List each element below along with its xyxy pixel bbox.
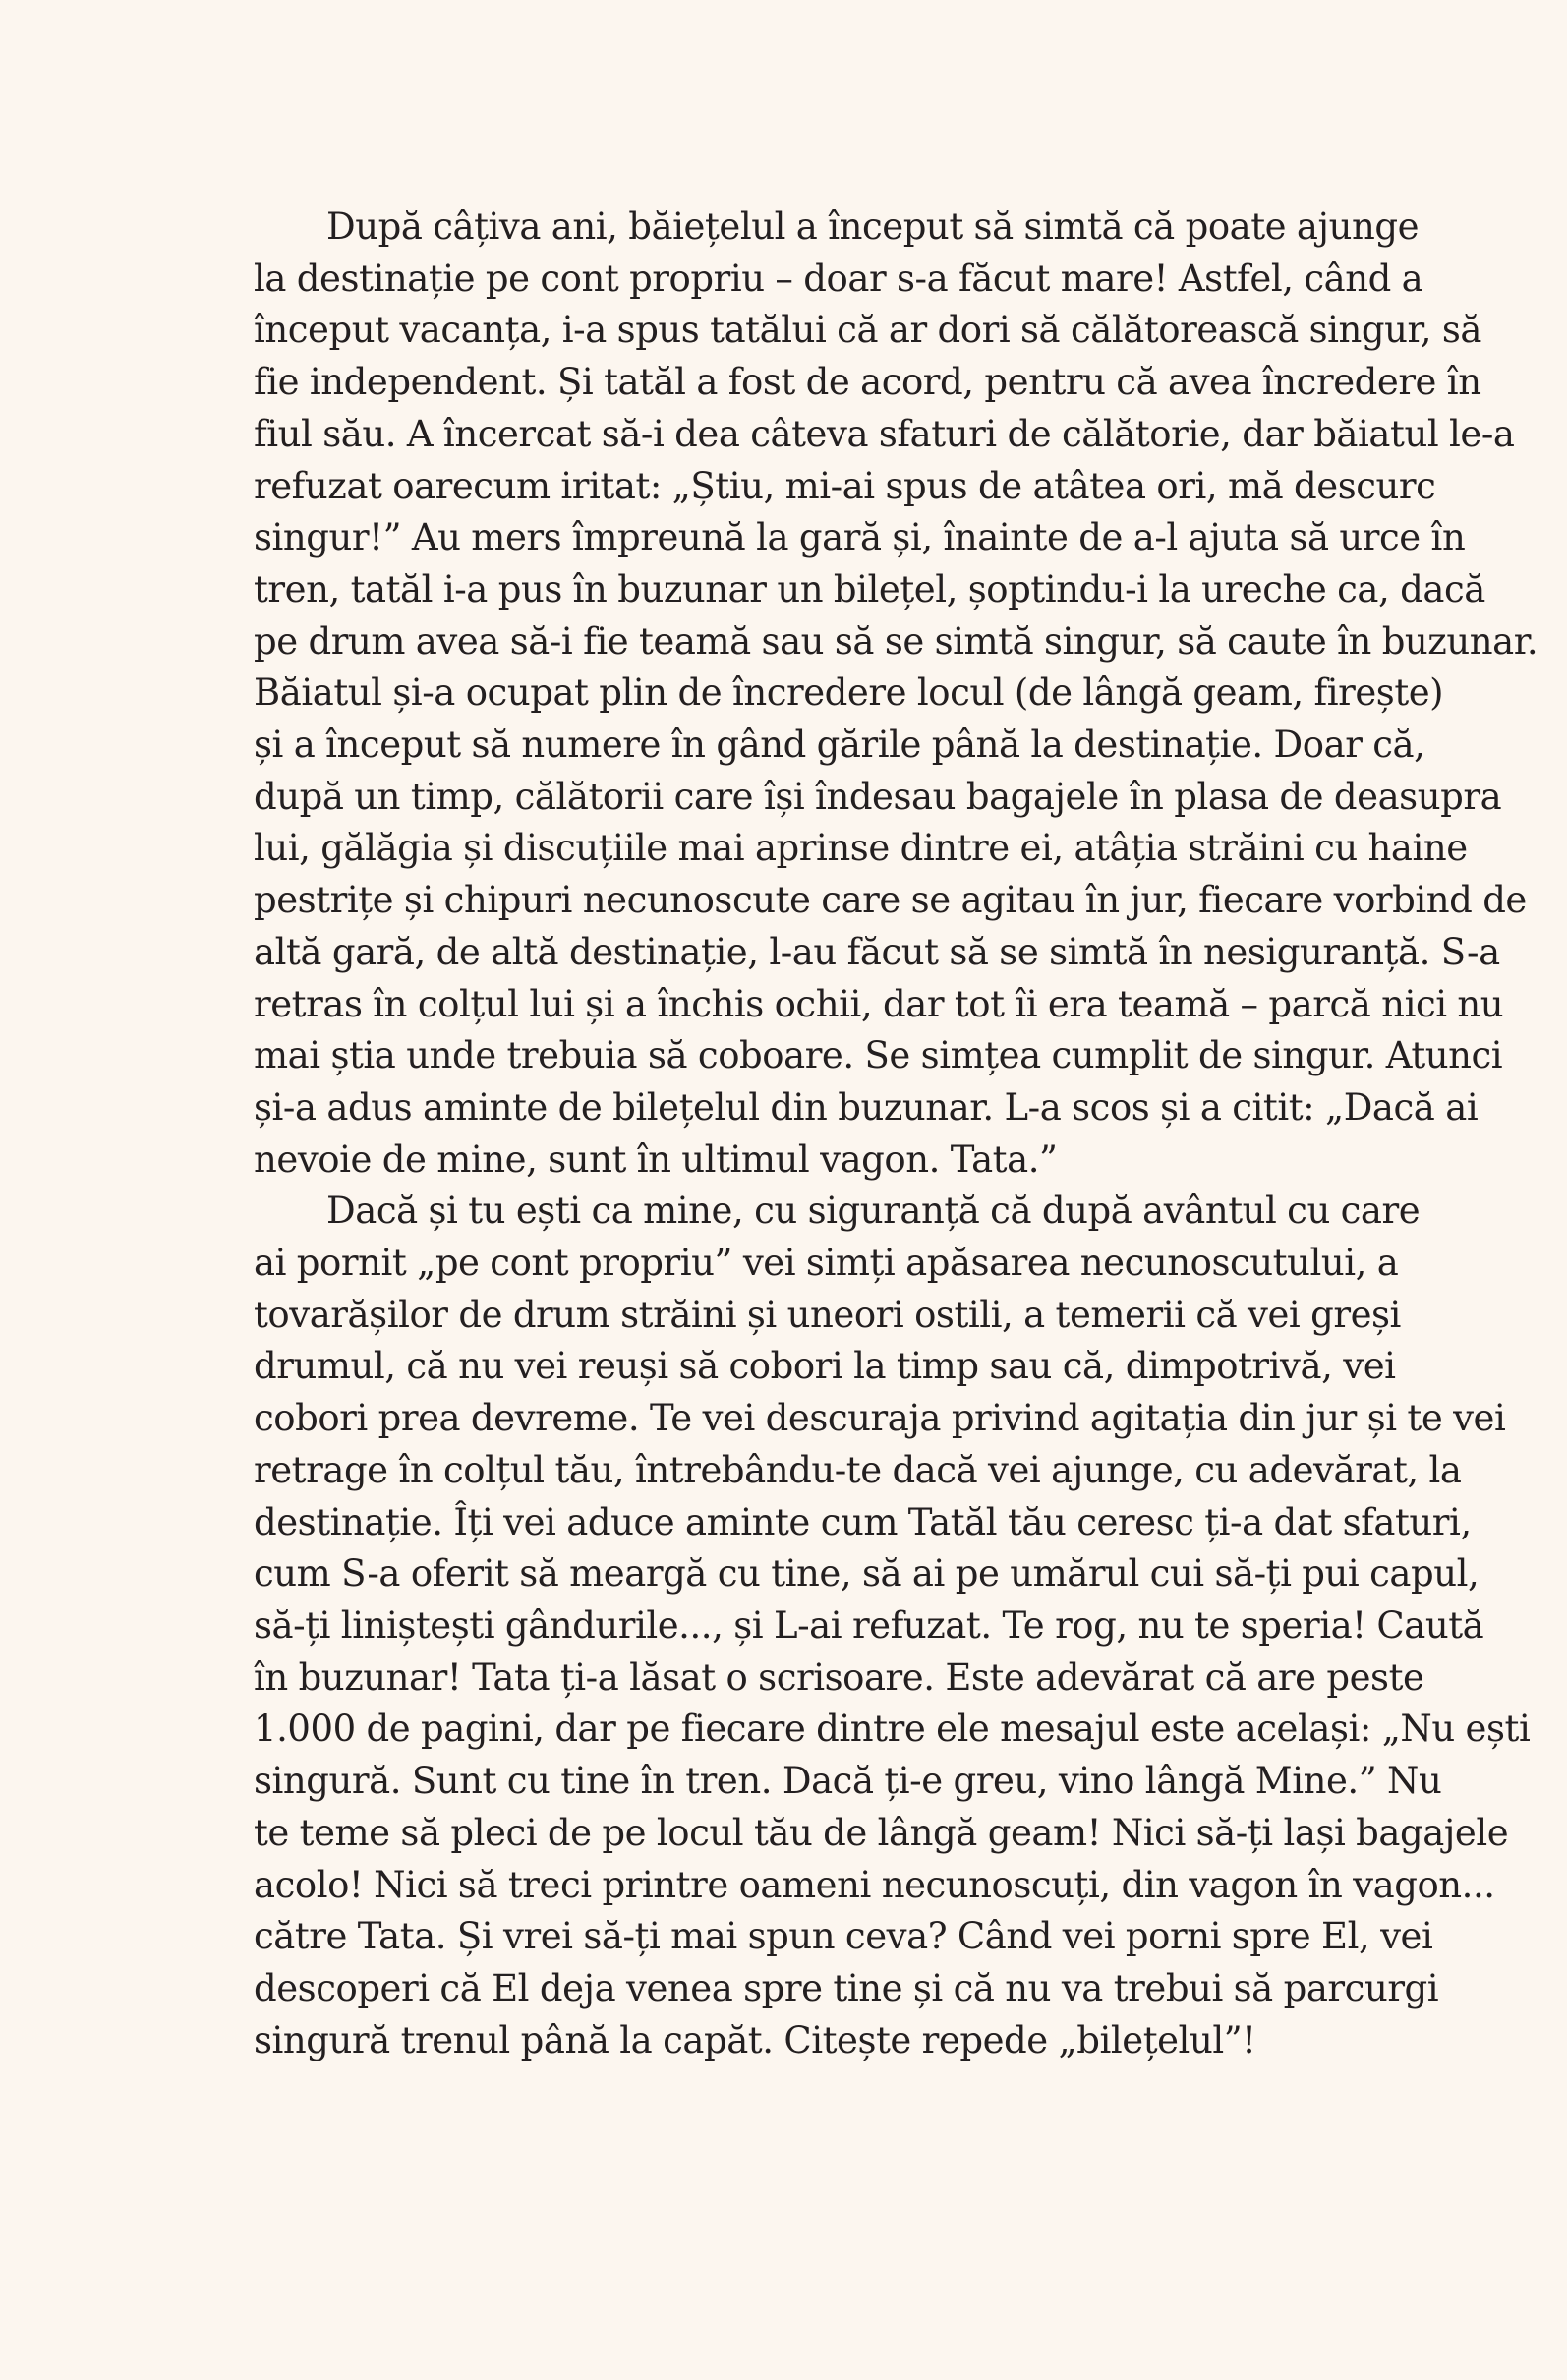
text-line: la destinație pe cont propriu – doar s-a făcut mare! Astfel, când a [254,257,1423,300]
body-text [254,202,1538,2066]
text-line: fie independent. Și tatăl a fost de acord, pentru că avea încredere în [254,361,1481,404]
text-line: Dacă și tu ești ca mine, cu siguranță că după avântul cu care [326,1190,1421,1233]
text-line: destinație. Îți vei aduce aminte cum Tatăl tău ceresc ți-a dat sfaturi, [254,1500,1472,1543]
text-line: după un timp, călătorii care își îndesau bagajele în plasa de deasupra [254,775,1502,818]
text-line: 1.000 de pagini, dar pe fiecare dintre ele mesajul este același: „Nu ești [254,1708,1531,1751]
text-line: altă gară, de altă destinație, l-au făcut să se simtă în nesiguranță. S-a [254,930,1500,973]
text-line: mai știa unde trebuia să coboare. Se simțea cumplit de singur. Atunci [254,1034,1503,1077]
paragraph-1 [254,202,1538,1186]
text-line: retras în colțul lui și a închis ochii, dar tot îi era teamă – parcă nici nu [254,982,1504,1025]
text-line: tovarășilor de drum străini și uneori ostili, a temerii că vei greși [254,1293,1401,1336]
text-line: pestrițe și chipuri necunoscute care se agitau în jur, fiecare vorbind de [254,879,1527,922]
text-line: Băiatul și-a ocupat plin de încredere locul (de lângă geam, firește) [254,671,1444,715]
text-line: să-ți liniștești gândurile..., și L-ai refuzat. Te rog, nu te speria! Caută [254,1603,1484,1647]
text-line: către Tata. Și vrei să-ți mai spun ceva? Când vei porni spre El, vei [254,1915,1433,1958]
paragraph-2 [254,1186,1531,2066]
text-line: fiul său. A încercat să-i dea câteva sfaturi de călătorie, dar băiatul le-a [254,412,1515,455]
text-line: început vacanța, i-a spus tatălui că ar dori să călătorească singur, să [254,309,1481,352]
text-line: acolo! Nici să treci printre oameni necunoscuți, din vagon în vagon... [254,1863,1495,1906]
text-line: în buzunar! Tata ți-a lăsat o scrisoare. Este adevărat că are peste [254,1655,1424,1699]
text-line: refuzat oarecum iritat: „Știu, mi-ai spus de atâtea ori, mă descurc [254,464,1436,507]
text-line: ai pornit „pe cont propriu” vei simți apăsarea necunoscutului, a [254,1242,1399,1285]
text-line: singur!” Au mers împreună la gară și, înainte de a-l ajuta să urce în [254,516,1466,559]
text-line: După câțiva ani, băiețelul a început să simtă că poate ajunge [326,205,1420,248]
text-line: pe drum avea să-i fie teamă sau să se simtă singur, să caute în buzunar. [254,619,1538,663]
text-line: și a început să numere în gând gările până la destinație. Doar că, [254,724,1425,767]
text-line: cum S-a oferit să meargă cu tine, să ai pe umărul cui să-ți pui capul, [254,1552,1480,1596]
text-line: te teme să pleci de pe locul tău de lângă geam! Nici să-ți lași bagajele [254,1811,1509,1854]
text-line: singură trenul până la capăt. Citește repede „bilețelul”! [254,2018,1256,2061]
text-line: nevoie de mine, sunt în ultimul vagon. Tata.” [254,1137,1058,1181]
text-line: tren, tatăl i-a pus în buzunar un bilețel, șoptindu-i la ureche ca, dacă [254,567,1485,610]
text-line: retrage în colțul tău, întrebându-te dacă vei ajunge, cu adevărat, la [254,1448,1462,1491]
text-line: și-a adus aminte de bilețelul din buzunar. L-a scos și a citit: „Dacă ai [254,1085,1479,1129]
text-line: singură. Sunt cu tine în tren. Dacă ți-e greu, vino lângă Mine.” Nu [254,1760,1442,1803]
text-line: descoperi că El deja venea spre tine și că nu va trebui să parcurgi [254,1966,1439,2009]
text-line: drumul, că nu vei reuși să cobori la timp sau că, dimpotrivă, vei [254,1345,1396,1388]
text-line: cobori prea devreme. Te vei descuraja privind agitația din jur și te vei [254,1397,1506,1440]
text-line: lui, gălăgia și discuțiile mai aprinse dintre ei, atâția străini cu haine [254,827,1468,870]
